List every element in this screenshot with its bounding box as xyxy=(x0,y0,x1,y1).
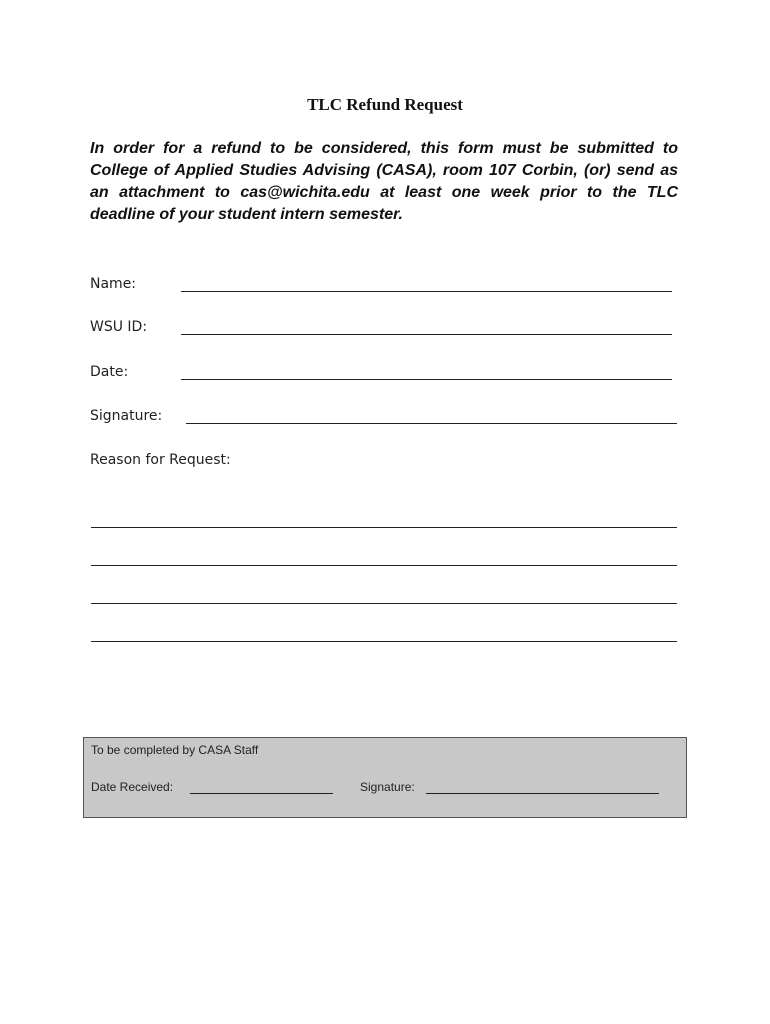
reason-line-4[interactable] xyxy=(91,641,677,642)
signature-label: Signature: xyxy=(90,408,163,424)
name-line[interactable] xyxy=(181,291,672,292)
reason-line-3[interactable] xyxy=(91,603,677,604)
date-line[interactable] xyxy=(181,379,672,380)
date-received-label: Date Received: xyxy=(91,780,174,794)
reason-line-1[interactable] xyxy=(91,527,677,528)
wsu-id-line[interactable] xyxy=(181,334,672,335)
date-field[interactable] xyxy=(90,364,674,388)
form-instructions: In order for a refund to be considered, this form must be submitted to College of Applied Studies Advising (CASA), room 107 Corbin, (or) send as an attachment to cas@wichita.edu at least one week prior to the TLC deadline of your student intern semester. xyxy=(90,140,678,223)
staff-section xyxy=(83,737,687,818)
signature-line[interactable] xyxy=(186,423,677,424)
name-label: Name: xyxy=(90,276,137,292)
form-title: TLC Refund Request xyxy=(307,95,463,114)
staff-signature-line[interactable] xyxy=(426,793,659,794)
staff-signature-label: Signature: xyxy=(360,780,415,794)
date-received-line[interactable] xyxy=(190,793,333,794)
wsu-id-label: WSU ID: xyxy=(90,319,148,335)
reason-line-2[interactable] xyxy=(91,565,677,566)
staff-heading: To be completed by CASA Staff xyxy=(91,743,259,757)
date-label: Date: xyxy=(90,364,129,380)
signature-field[interactable] xyxy=(90,408,678,432)
name-field[interactable] xyxy=(90,276,674,300)
wsu-id-field[interactable] xyxy=(90,319,674,343)
reason-label: Reason for Request: xyxy=(90,452,231,468)
